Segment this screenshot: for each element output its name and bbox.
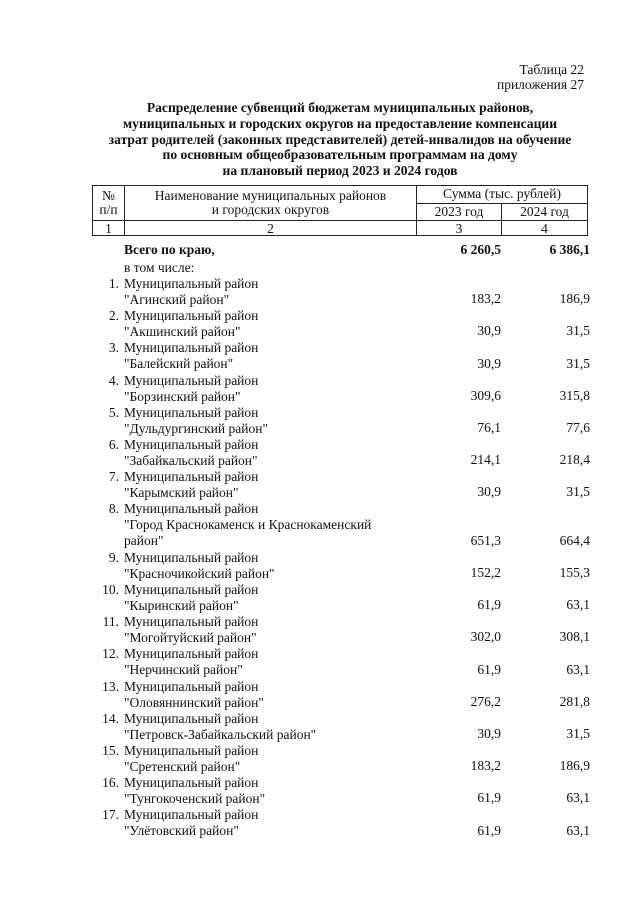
district-name-line: "Петровск-Забайкальский район" (124, 726, 317, 742)
amount-2023: 30,9 (477, 725, 501, 741)
district-name-line: Муниципальный район (124, 404, 259, 420)
district-name-line: Муниципальный район (124, 775, 259, 791)
amount-2024: 218,4 (559, 452, 590, 468)
district-name-line: "Дульдургинский район" (124, 420, 268, 436)
amount-2024: 308,1 (559, 629, 590, 645)
title-line: на плановый период 2023 и 2024 годов (222, 163, 458, 179)
district-name-line: Муниципальный район (124, 340, 259, 356)
total-label: Всего по краю, (124, 242, 215, 257)
amount-2023: 651,3 (470, 532, 501, 548)
document-title (92, 100, 588, 179)
row-number: 17. (102, 807, 119, 823)
district-name-line: Муниципальный район (124, 469, 259, 485)
district-name (124, 501, 414, 549)
district-name-line: Муниципальный район (124, 308, 259, 324)
column-index: 1 (93, 221, 125, 236)
column-index: 4 (502, 221, 588, 236)
amount-2023: 30,9 (477, 355, 501, 371)
table-row (92, 614, 590, 646)
row-number: 1. (108, 276, 119, 291)
district-name-line: "Красночикойский район" (124, 565, 275, 581)
district-name-line: Муниципальный район (124, 614, 259, 630)
district-name-line: Муниципальный район (124, 646, 259, 662)
table-row (92, 807, 590, 839)
column-header-sum: Сумма (тыс. рублей) (417, 186, 588, 204)
district-name-line: Муниципальный район (124, 742, 259, 758)
row-number: 16. (102, 775, 119, 791)
amount-2023: 302,0 (470, 629, 501, 645)
district-name-line: "Улётовский район" (124, 823, 239, 839)
column-header-name-line: и городских округов (211, 202, 330, 217)
amount-2024: 63,1 (566, 822, 590, 838)
table-number: Таблица 22 (519, 62, 584, 77)
row-number: 7. (108, 469, 119, 485)
amount-2023: 276,2 (470, 693, 501, 709)
table-body (92, 242, 590, 840)
row-number: 13. (102, 678, 119, 694)
district-name-line: Муниципальный район (124, 678, 259, 694)
district-name-line: Муниципальный район (124, 372, 259, 388)
table-row (92, 501, 590, 550)
table-row (92, 469, 590, 501)
amount-2024: 186,9 (559, 291, 590, 307)
district-name-line: "Агинский район" (124, 292, 230, 307)
district-name-line: "Сретенский район" (124, 758, 241, 774)
district-name-line: "Нерчинский район" (124, 662, 243, 678)
total-2023: 6 260,5 (460, 242, 501, 257)
amount-2024: 31,5 (566, 355, 590, 371)
amount-2024: 31,5 (566, 725, 590, 741)
district-name (124, 646, 414, 678)
district-name-line: Муниципальный район (124, 276, 259, 291)
district-name-line: "Карымский район" (124, 485, 239, 501)
row-number: 12. (102, 646, 119, 662)
table-row (92, 404, 590, 437)
table-row (92, 742, 590, 775)
table-reference (497, 62, 584, 92)
district-name (124, 711, 414, 743)
amount-2024: 315,8 (559, 387, 590, 403)
column-header-name-line: Наименование муниципальных районов (154, 187, 387, 203)
column-header-number (93, 186, 125, 221)
amount-2024: 155,3 (559, 565, 590, 580)
district-name (124, 743, 414, 775)
district-name (124, 679, 414, 711)
column-header-number-line: № (102, 187, 115, 203)
row-number: 8. (108, 501, 119, 517)
row-number: 11. (102, 614, 119, 630)
district-name-line: Муниципальный район (124, 807, 259, 823)
table-row (92, 308, 590, 340)
amount-2023: 61,9 (477, 790, 501, 806)
appendix-reference: приложения 27 (496, 77, 584, 92)
district-name-line: "Забайкальский район" (124, 452, 258, 468)
title-line: муниципальных и городских округов на предоставление компенсации (122, 115, 558, 131)
amount-2024: 63,1 (566, 661, 590, 677)
column-header-2024: 2024 год (502, 203, 588, 221)
table-row (92, 372, 590, 405)
district-name (124, 614, 414, 646)
amount-2023: 183,2 (470, 758, 501, 774)
including-label: в том числе: (124, 260, 195, 275)
column-header-2023: 2023 год (417, 203, 502, 221)
district-name-line: "Оловяннинский район" (124, 694, 264, 710)
district-name-line: "Акшинский район" (124, 324, 241, 340)
total-2024: 6 386,1 (549, 242, 590, 257)
row-number: 9. (108, 549, 119, 565)
table-row (92, 775, 590, 807)
district-name (124, 308, 414, 340)
total-row (92, 242, 590, 260)
amount-2023: 152,2 (470, 565, 501, 580)
amount-2023: 61,9 (477, 661, 501, 677)
row-number: 2. (108, 308, 119, 324)
district-name (124, 582, 414, 614)
table-row (92, 340, 590, 372)
district-name (124, 405, 414, 437)
title-line: по основным общеобразовательным программам на дому (162, 147, 518, 163)
district-name (124, 550, 414, 582)
amount-2024: 31,5 (566, 323, 590, 339)
district-name-line: "Тунгокоченский район" (124, 791, 266, 807)
column-header-number-line: п/п (99, 202, 118, 217)
amount-2024: 281,8 (559, 693, 590, 709)
district-name-line: Муниципальный район (124, 549, 259, 565)
row-number: 6. (108, 436, 119, 452)
district-name (124, 276, 414, 308)
amount-2024: 77,6 (566, 419, 590, 435)
table-row (92, 646, 590, 678)
district-name (124, 807, 414, 839)
amount-2024: 186,9 (559, 758, 590, 774)
title-line: Распределение субвенций бюджетам муниципальных районов, (146, 100, 534, 115)
amount-2024: 63,1 (566, 790, 590, 806)
row-number: 15. (102, 742, 119, 758)
district-name (124, 340, 414, 372)
district-name-line: Муниципальный район (124, 436, 259, 452)
district-name (124, 373, 414, 405)
column-index: 3 (417, 221, 502, 236)
amount-2023: 61,9 (477, 597, 501, 613)
table-row (92, 276, 590, 308)
district-name-line: Муниципальный район (124, 501, 259, 517)
table-row (92, 436, 590, 469)
table-row (92, 582, 590, 614)
row-number: 4. (108, 372, 119, 388)
district-name-line: "Балейский район" (124, 356, 234, 372)
table-header (92, 185, 588, 236)
column-index: 2 (125, 221, 417, 236)
table-row (92, 710, 590, 743)
row-number: 5. (108, 404, 119, 420)
table-row (92, 549, 590, 582)
row-number: 10. (102, 582, 119, 597)
title-line: затрат родителей (законных представителей) детей-инвалидов на обучение (108, 131, 572, 147)
district-name-line: Муниципальный район (124, 710, 259, 726)
district-name (124, 469, 414, 501)
district-name-line: "Борзинский район" (124, 388, 241, 404)
including-row (92, 260, 587, 276)
district-name-line: "Кыринский район" (124, 598, 239, 613)
row-number: 3. (108, 340, 119, 356)
amount-2023: 183,2 (470, 291, 501, 307)
district-name-line: "Город Краснокаменск и Краснокаменский (124, 517, 372, 533)
amount-2023: 61,9 (477, 822, 501, 838)
amount-2023: 30,9 (477, 484, 501, 500)
district-name-line: район" (124, 533, 164, 549)
amount-2023: 30,9 (477, 323, 501, 339)
amount-2024: 31,5 (566, 484, 590, 500)
amount-2023: 76,1 (477, 419, 501, 435)
amount-2023: 214,1 (470, 452, 501, 468)
row-number: 14. (102, 710, 119, 726)
district-name-line: Муниципальный район (124, 582, 259, 597)
amount-2024: 664,4 (559, 532, 590, 548)
amount-2024: 63,1 (566, 597, 590, 613)
table-row (92, 678, 590, 711)
district-name (124, 775, 414, 807)
amount-2023: 309,6 (470, 387, 501, 403)
district-name (124, 437, 414, 469)
column-header-name (125, 186, 417, 221)
district-name-line: "Могойтуйский район" (124, 630, 257, 646)
